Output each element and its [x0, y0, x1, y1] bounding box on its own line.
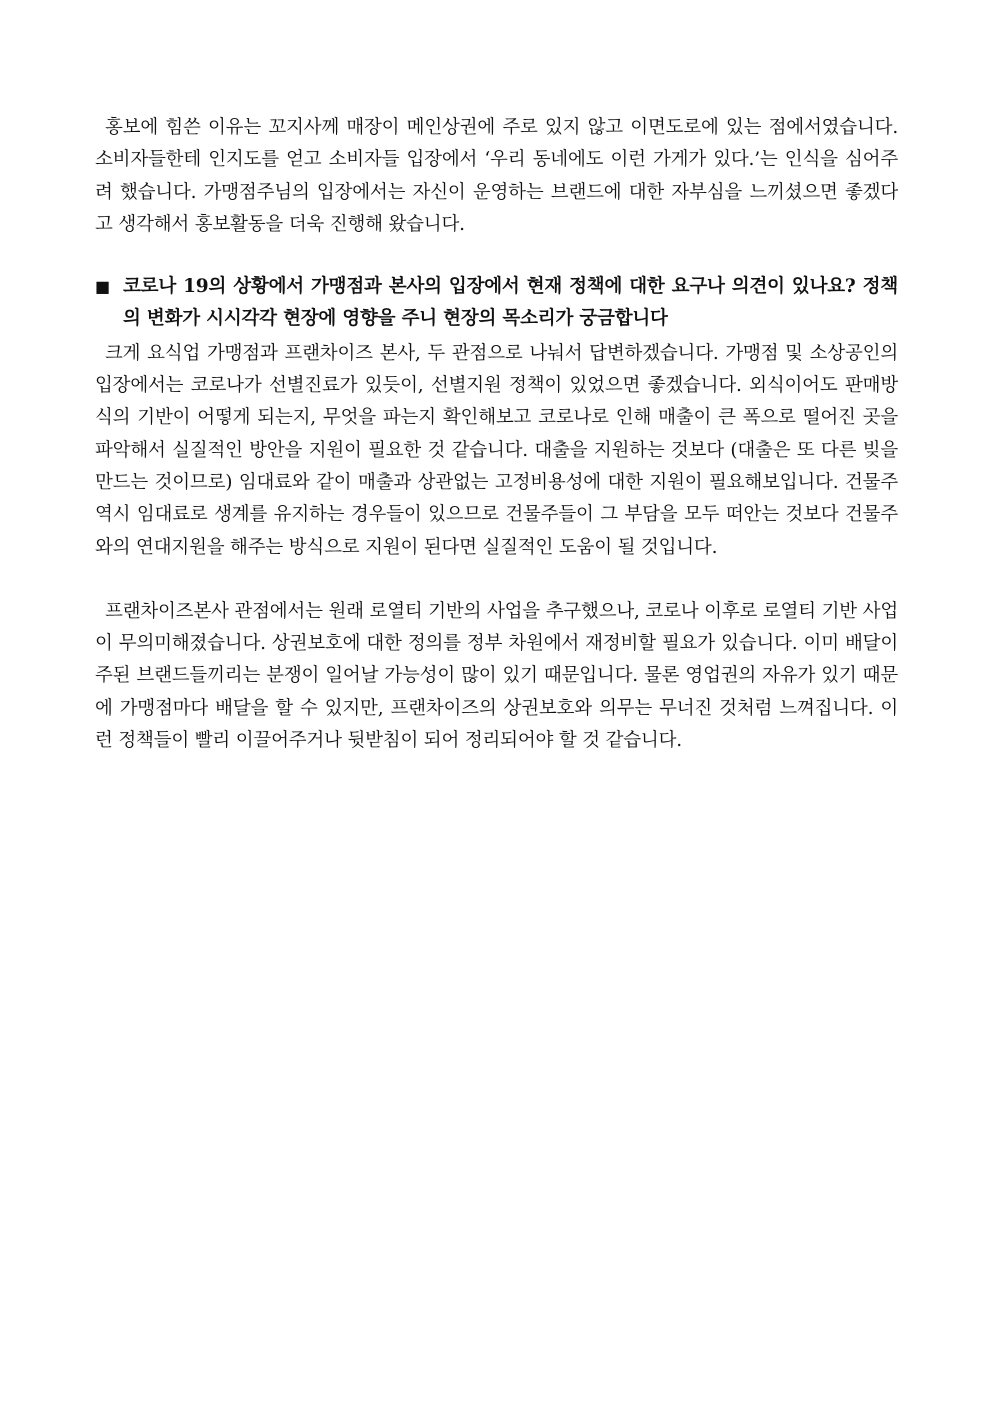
square-bullet-icon: ■: [95, 277, 110, 297]
answer-paragraph-franchisee: 크게 요식업 가맹점과 프랜차이즈 본사, 두 관점으로 나눠서 답변하겠습니다. 가맹점 및 소상공인의 입장에서는 코로나가 선별진료가 있듯이, 선별지원 정책이 있었으면 좋겠습니다. 외식이어도 판매방식의 기반이 어떻게 되는지, 무엇을 파는지 확인해보고 코로나로 인해 매출이 큰 폭으로 떨어진 곳을 파악해서 실질적인 방안을 지원이 필요한 것 같습니다. 대출을 지원하는 것보다 (대출은 또 다른 빚을 만드는 것이므로) 임대료와 같이 매출과 상관없는 고정비용성에 대한 지원이 필요해보입니다. 건물주 역시 임대료로 생계를 유지하는 경우들이 있으므로 건물주들이 그 부담을 모두 떠안는 것보다 건물주와의 연대지원을 해주는 방식으로 지원이 된다면 실질적인 도움이 될 것입니다.: [95, 342, 898, 558]
interview-question: [95, 271, 898, 336]
answer-paragraph-promotion: 홍보에 힘쓴 이유는 꼬지사께 매장이 메인상권에 주로 있지 않고 이면도로에 있는 점에서였습니다. 소비자들한테 인지도를 얻고 소비자들 입장에서 ‘우리 동네에도 이런 가게가 있다.’는 인식을 심어주려 했습니다. 가맹점주님의 입장에서는 자신이 운영하는 브랜드에 대한 자부심을 느끼셨으면 좋겠다고 생각해서 홍보활동을 더욱 진행해 왔습니다.: [95, 117, 898, 235]
answer-paragraph-headquarters: 프랜차이즈본사 관점에서는 원래 로열티 기반의 사업을 추구했으나, 코로나 이후로 로열티 기반 사업이 무의미해졌습니다. 상권보호에 대한 정의를 정부 차원에서 재정비할 필요가 있습니다. 이미 배달이 주된 브랜드들끼리는 분쟁이 일어날 가능성이 많이 있기 때문입니다. 물론 영업권의 자유가 있기 때문에 가맹점마다 배달을 할 수 있지만, 프랜차이즈의 상권보호와 의무는 무너진 것처럼 느껴집니다. 이런 정책들이 빨리 이끌어주거나 뒷받침이 되어 정리되어야 할 것 같습니다.: [95, 600, 898, 752]
document-page: [95, 112, 898, 757]
question-text: 코로나 19의 상황에서 가맹점과 본사의 입장에서 현재 정책에 대한 요구나 의견이 있나요? 정책의 변화가 시시각각 현장에 영향을 주니 현장의 목소리가 궁금합니다: [123, 276, 899, 330]
